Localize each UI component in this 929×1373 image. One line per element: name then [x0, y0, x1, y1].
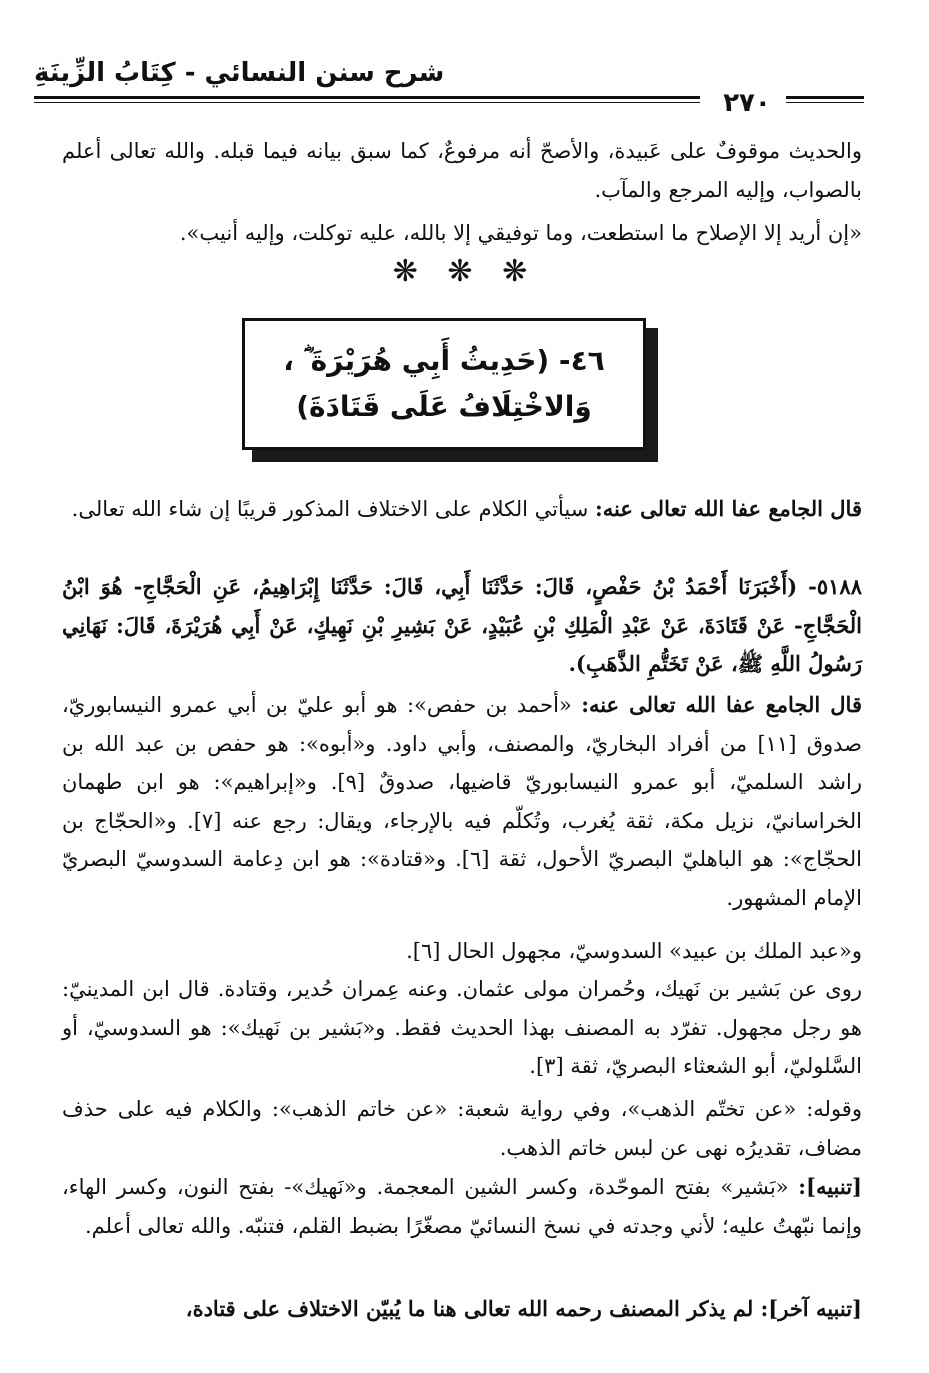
another-note-paragraph: [تنبيه آخر]: لم يذكر المصنف رحمه الله تعالى هنا ما يُبيّن الاختلاف على قتادة، [185, 1296, 862, 1321]
narrators-text: «أحمد بن حفص»: هو أبو عليّ بن أبي عمرو النيسابوريّ، صدوق [١١] من أفراد البخاريّ، والمصنف، وأبي داود. و«أبوه»: هو حفص بن عبد الله بن راشد السلميّ، أبو عمرو النيسابوريّ قاضيها، صدوقٌ [٩]. و«إبراهيم»: هو ابن طهمان الخراسانيّ، نزيل مكة، ثقة يُغرب، وتُكلّم فيه بالإرجاء، ويقال: رجع عنه [٧]. و«الحجّاج بن الحجّاج»: هو الباهليّ البصريّ الأحول، ثقة [٦]. و«قتادة»: هو ابن دِعامة السدوسيّ البصريّ الإمام المشهور. [62, 693, 863, 910]
section-separator-stars: ❋ ❋ ❋ [392, 254, 538, 289]
note-text: «بَشير» بفتح الموحّدة، وكسر الشين المعجمة. و«نَهيك»- بفتح النون، وكسر الهاء، وإنما نبّهتُ عليه؛ لأني وجدته في نسخ النسائيّ مصغّرًا بضبط القلم، فتنبّه. والله تعالى أعلم. [62, 1175, 862, 1238]
narrators-lead: قال الجامع عفا الله تعالى عنه: [581, 692, 862, 717]
note-lead: [تنبيه]: [798, 1174, 862, 1199]
hadith-text: ٥١٨٨- (أَخْبَرَنَا أَحْمَدُ بْنُ حَفْصٍ، قَالَ: حَدَّثَنَا أَبِي، قَالَ: حَدَّثَنَا إِبْرَاهِيمُ، عَنِ الْحَجَّاجِ- هُوَ ابْنُ الْحَجَّاجِ- عَنْ قَتَادَةَ، عَنْ عَبْدِ الْمَلِكِ بْنِ عُبَيْدٍ، عَنْ بَشِيرِ بْنِ نَهِيكٍ، عَنْ أَبِي هُرَيْرَةَ، قَالَ: نَهَانِي رَسُولُ اللَّهِ ﷺ، عَنْ تَخَتُّمِ الذَّهَبِ). [62, 574, 862, 676]
intro-paragraph: والحديث موقوفٌ على عَبيدة، والأصحّ أنه مرفوعٌ، كما سبق بيانه فيما قبله. والله تعالى أعلم بالصواب، وإليه المرجع والمآب. [62, 139, 862, 202]
explanation-paragraph: وقوله: «عن تختّم الذهب»، وفي رواية شعبة: «عن خاتم الذهب»: والكلام فيه على حذف مضاف، تقديرُه نهى عن لبس خاتم الذهب. [62, 1097, 862, 1160]
header-rule-right [786, 96, 864, 99]
narrator-details: روى عن بَشير بن نَهيك، وحُمران مولى عثمان. وعنه عِمران حُدير، وقتادة. قال ابن المدينيّ: هو رجل مجهول. تفرّد به المصنف بهذا الحديث فقط. و«بَشير بن نَهيك»: هو السدوسيّ، أو السَّلوليّ، أبو الشعثاء البصريّ، ثقة [٣]. [62, 977, 862, 1078]
running-header-title: شرح سنن النسائي - كِتَابُ الزِّينَةِ [34, 58, 445, 88]
commentary-intro [62, 490, 862, 529]
narrators-paragraph [62, 686, 862, 917]
commentary-text: سيأتي الكلام على الاختلاف المذكور قريبًا إن شاء الله تعالى. [71, 497, 595, 521]
intro-quote: «إن أريد إلا الإصلاح ما استطعت، وما توفيقي إلا بالله، عليه توكلت، وإليه أنيب». [179, 221, 862, 245]
chapter-title-line-2: وَالاخْتِلَافُ عَلَى قَتَادَةَ) [296, 390, 592, 423]
header-rule-left [34, 96, 700, 99]
header-rule-row [0, 88, 929, 118]
page-number: ٢٧٠ [723, 88, 771, 118]
chapter-title-line-1: ٤٦- (حَدِيثُ أَبِي هُرَيْرَةَ ؓ ، [283, 344, 605, 377]
chapter-title-box [242, 318, 646, 450]
header-rule-right-thin [786, 102, 864, 103]
narrator-abdulmalik: و«عبد الملك بن عبيد» السدوسيّ، مجهول الحال [٦]. [406, 939, 862, 963]
header-rule-left-thin [34, 102, 700, 103]
commentary-lead: قال الجامع عفا الله تعالى عنه: [594, 496, 862, 521]
note-paragraph [62, 1168, 862, 1245]
